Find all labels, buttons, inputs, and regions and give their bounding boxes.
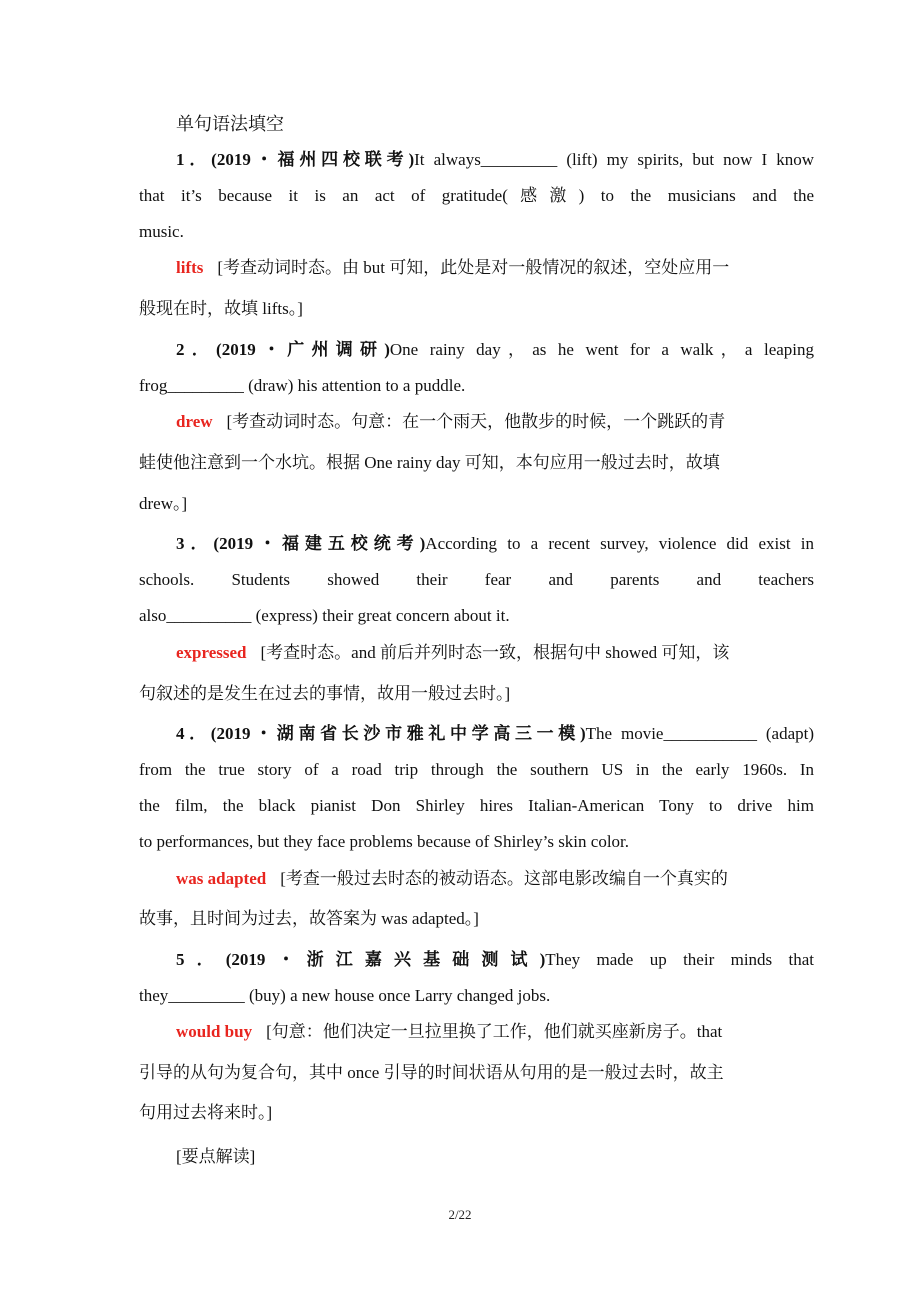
explanation-text: [考查时态。and 前后并列时态一致，根据句中 showed 可知，该 — [260, 643, 730, 662]
explanation-text: [考查动词时态。句意：在一个雨天，他散步的时候，一个跳跃的青 — [226, 412, 726, 431]
explanation-text: [考查一般过去时态的被动语态。这部电影改编自一个真实的 — [280, 869, 728, 888]
page-number: 2/22 — [448, 1207, 472, 1222]
question-1-line-1: 1．(2019・福州四校联考)It always_________ (lift) my spirits, but now I know — [176, 150, 814, 169]
answer-5-line-1 — [176, 1020, 814, 1044]
question-3-line-1: 3．(2019・福建五校统考)According to a recent survey, violence did exist in — [176, 534, 814, 553]
question-text: One rainy day，as he went for a walk，a leaping — [389, 340, 815, 359]
question-source: 2019・湖南省长沙市雅礼中学高三一模 — [216, 724, 580, 743]
answer-text: would buy — [176, 1022, 253, 1041]
question-number: 4 — [176, 724, 185, 743]
answer-5-line-2: 引导的从句为复合句，其中 once 引导的时间状语从句用的是一般过去时，故主 — [139, 1063, 724, 1082]
question-source: 2019・福建五校统考 — [219, 534, 420, 553]
answer-3-line-1 — [176, 641, 814, 665]
answer-4-line-2: 故事，且时间为过去，故答案为 was adapted。] — [139, 909, 479, 928]
question-source: 2019・福州四校联考 — [216, 150, 409, 169]
section-heading: 单句语法填空 — [176, 114, 284, 134]
answer-text: was adapted — [176, 869, 267, 888]
question-4-line-1: 4．(2019・湖南省长沙市雅礼中学高三一模)The movie___________ (adapt) — [176, 724, 815, 743]
question-4-line-3: the film, the black pianist Don Shirley hires Italian-American Tony to drive him — [139, 796, 814, 815]
answer-4-line-1 — [176, 867, 814, 891]
question-number: 2 — [176, 340, 185, 359]
section-key-points-heading: [要点解读] — [176, 1147, 256, 1166]
question-text: They made up their minds that — [545, 950, 815, 969]
question-3-line-2: schools. Students showed their fear and parents and teachers — [139, 570, 814, 589]
answer-1-line-1 — [176, 256, 814, 280]
explanation-text: [考查动词时态。由 but 可知，此处是对一般情况的叙述，空处应用一 — [217, 258, 730, 277]
question-source: 2019・广州调研 — [221, 340, 385, 359]
question-text: The movie___________ (adapt) — [585, 724, 815, 743]
answer-1-line-2: 般现在时，故填 lifts。] — [139, 299, 303, 318]
question-2-line-2: frog_________ (draw) his attention to a puddle. — [139, 376, 466, 395]
question-text: According to a recent survey, violence did exist in — [425, 534, 814, 553]
question-4-line-2: from the true story of a road trip through the southern US in the early 1960s. In — [139, 760, 814, 779]
answer-3-line-2: 句叙述的是发生在过去的事情，故用一般过去时。] — [139, 684, 511, 703]
question-4-line-4: to performances, but they face problems because of Shirley’s skin color. — [139, 832, 630, 851]
question-number: 1 — [176, 150, 185, 169]
question-3-line-3: also__________ (express) their great concern about it. — [139, 606, 510, 625]
answer-text: drew — [176, 412, 213, 431]
answer-5-line-3: 句用过去将来时。] — [139, 1103, 273, 1122]
answer-2-line-2: 蛙使他注意到一个水坑。根据 One rainy day 可知，本句应用一般过去时，故填 — [139, 453, 720, 472]
answer-text: expressed — [176, 643, 247, 662]
question-1-line-3: music. — [139, 222, 184, 241]
question-1-line-2: that it’s because it is an act of gratitude(感激) to the musicians and the — [139, 186, 814, 205]
question-2-line-1: 2．(2019・广州调研)One rainy day，as he went for a walk，a leaping — [176, 340, 815, 359]
question-5-line-1: 5．(2019・浙江嘉兴基础测试)They made up their minds that — [176, 950, 815, 969]
question-text: It always_________ (lift) my spirits, but now I know — [414, 150, 814, 169]
question-source: 2019・浙江嘉兴基础测试 — [231, 950, 540, 969]
question-5-line-2: they_________ (buy) a new house once Larry changed jobs. — [139, 986, 551, 1005]
answer-2-line-3: drew。] — [139, 494, 188, 513]
question-number: 5 — [176, 950, 185, 969]
question-number: 3 — [176, 534, 185, 553]
answer-2-line-1 — [176, 410, 814, 434]
answer-text: lifts — [176, 258, 204, 277]
explanation-text: [句意：他们决定一旦拉里换了工作，他们就买座新房子。that — [266, 1022, 723, 1041]
